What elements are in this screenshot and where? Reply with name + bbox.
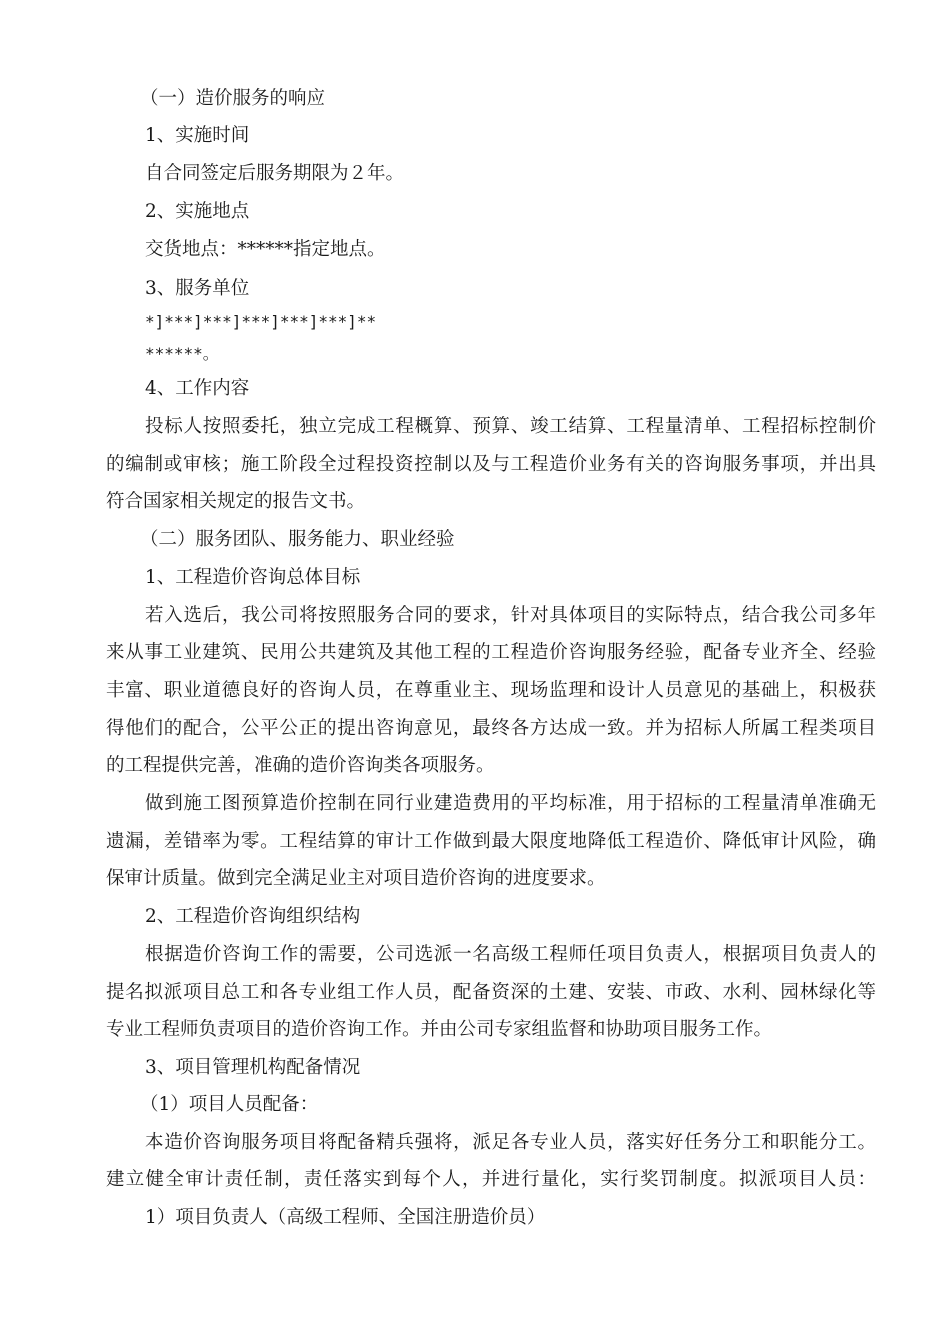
subheading-work-content: 4、工作内容 xyxy=(145,378,250,399)
paragraph-service-unit-masked: *]***]***]***]***]***]** xyxy=(145,312,377,331)
paragraph-control-line-1: 做到施工图预算造价控制在同行业建造费用的平均标准，用于招标的工程量清单准确无 xyxy=(145,793,876,814)
paragraph-goal-line-4: 得他们的配合，公平公正的提出咨询意见，最终各方达成一致。并为招标人所属工程类项目 xyxy=(106,718,876,739)
paragraph-organization-line-3: 专业工程师负责项目的造价咨询工作。并由公司专家组监督和协助项目服务工作。 xyxy=(106,1019,773,1040)
paragraph-work-content-line-1: 投标人按照委托，独立完成工程概算、预算、竣工结算、工程量清单、工程招标控制价 xyxy=(145,416,876,437)
paragraph-goal-line-3: 丰富、职业道德良好的咨询人员，在尊重业主、现场监理和设计人员意见的基础上，积极获 xyxy=(106,680,876,701)
subheading-implementation-time: 1、实施时间 xyxy=(145,125,250,146)
paragraph-organization-line-2: 提名拟派项目总工和各专业组工作人员，配备资深的土建、安装、市政、水利、园林绿化等 xyxy=(106,982,876,1003)
paragraph-goal-line-1: 若入选后，我公司将按照服务合同的要求，针对具体项目的实际特点，结合我公司多年 xyxy=(145,605,876,626)
paragraph-work-content-line-2: 的编制或审核；施工阶段全过程投资控制以及与工程造价业务有关的咨询服务事项，并出具 xyxy=(106,454,876,475)
paragraph-work-content-line-3: 符合国家相关规定的报告文书。 xyxy=(106,491,366,512)
paragraph-organization-line-1: 根据造价咨询工作的需要，公司选派一名高级工程师任项目负责人，根据项目负责人的 xyxy=(145,944,876,965)
subheading-personnel-allocation: （1）项目人员配备： xyxy=(140,1094,319,1115)
subheading-management-staffing: 3、项目管理机构配备情况 xyxy=(145,1057,361,1078)
paragraph-service-unit-masked-2: ******。 xyxy=(145,344,219,363)
paragraph-goal-line-2: 来从事工业建筑、民用公共建筑及其他工程的工程造价咨询服务经验，配备专业齐全、经验 xyxy=(106,642,876,663)
section-heading-1: （一）造价服务的响应 xyxy=(140,88,326,109)
subheading-organization-structure: 2、工程造价咨询组织结构 xyxy=(145,906,361,927)
paragraph-control-line-3: 保审计质量。做到完全满足业主对项目造价咨询的进度要求。 xyxy=(106,868,606,889)
paragraph-goal-line-5: 的工程提供完善，准确的造价咨询类各项服务。 xyxy=(106,755,495,776)
paragraph-staffing-line-1: 本造价咨询服务项目将配备精兵强将，派足各专业人员，落实好任务分工和职能分工。 xyxy=(145,1132,876,1153)
paragraph-service-period: 自合同签定后服务期限为２年。 xyxy=(145,163,405,184)
paragraph-delivery-location: 交货地点：******指定地点。 xyxy=(145,239,386,260)
paragraph-staffing-line-2: 建立健全审计责任制，责任落实到每个人，并进行量化，实行奖罚制度。拟派项目人员： xyxy=(106,1169,876,1190)
subheading-service-unit: 3、服务单位 xyxy=(145,278,250,299)
subheading-implementation-location: 2、实施地点 xyxy=(145,201,250,222)
section-heading-2: （二）服务团队、服务能力、职业经验 xyxy=(140,529,455,550)
list-item-project-leader: 1）项目负责人（高级工程师、全国注册造价员） xyxy=(145,1207,546,1228)
paragraph-control-line-2: 遗漏，差错率为零。工程结算的审计工作做到最大限度地降低工程造价、降低审计风险，确 xyxy=(106,831,876,852)
subheading-overall-goal: 1、工程造价咨询总体目标 xyxy=(145,567,361,588)
